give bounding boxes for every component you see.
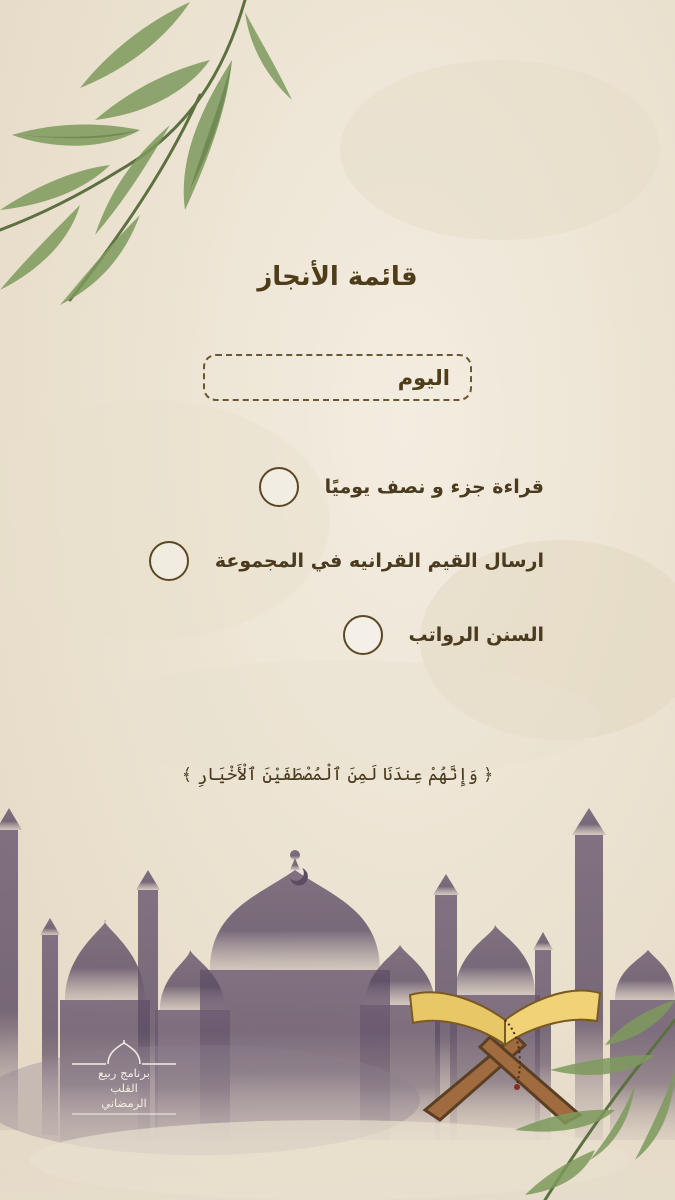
day-label: اليوم xyxy=(397,365,450,390)
task-item-2[interactable] xyxy=(149,541,544,581)
brand-logo xyxy=(72,1040,176,1135)
page-title: قائمة الأنجاز xyxy=(257,262,418,292)
task-checkbox-2[interactable] xyxy=(149,541,189,581)
task-item-3[interactable] xyxy=(343,615,545,655)
task-label-3: السنن الرواتب xyxy=(408,624,544,646)
task-label-2: ارسال القيم القرانيه في المجموعة xyxy=(214,550,544,572)
task-checkbox-3[interactable] xyxy=(343,615,383,655)
quran-verse: ﴿ وَإِنَّهُمْ عِندَنَا لَمِنَ ٱلْمُصْطَفَيْنَ ٱلْأَخْيَارِ ﴾ xyxy=(181,765,494,785)
task-label-1: قراءة جزء و نصف يوميًا xyxy=(324,476,544,498)
day-field[interactable] xyxy=(203,354,472,401)
brand-line-3: الرمضاني xyxy=(101,1096,147,1110)
olive-branch-bottom-decoration xyxy=(505,960,675,1200)
task-item-1[interactable] xyxy=(259,467,544,507)
brand-underline xyxy=(72,1111,176,1117)
brand-line-2: القلب xyxy=(110,1081,138,1095)
brand-line-1: برنامج ربيع xyxy=(98,1066,150,1080)
task-checkbox-1[interactable] xyxy=(259,467,299,507)
mosque-dome-icon xyxy=(72,1040,176,1066)
